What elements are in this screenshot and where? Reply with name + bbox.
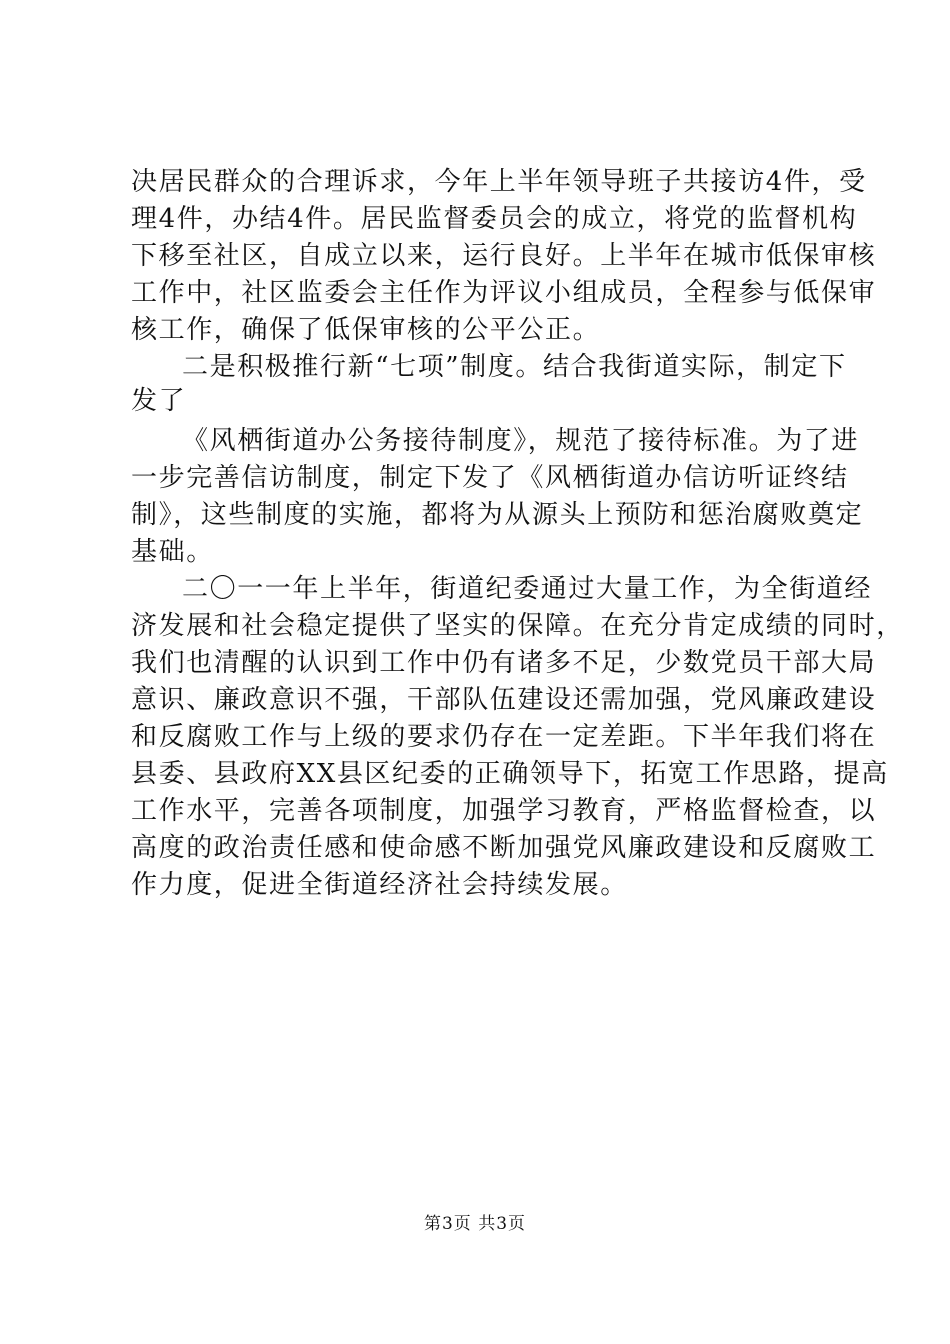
body-text-line: 工作中，社区监委会主任作为评议小组成员，全程参与低保审 xyxy=(131,278,877,308)
body-text-line: 意识、廉政意识不强，干部队伍建设还需加强，党风廉政建设 xyxy=(131,685,877,715)
body-text-line: 县委、县政府XX县区纪委的正确领导下，拓宽工作思路，提高 xyxy=(131,759,889,789)
body-text-line: 下移至社区，自成立以来，运行良好。上半年在城市低保审核 xyxy=(131,241,877,271)
body-text-line: 基础。 xyxy=(131,537,214,567)
body-text-line: 济发展和社会稳定提供了坚实的保障。在充分肯定成绩的同时， xyxy=(131,611,904,641)
paragraph-start-line: 二〇一一年上半年，街道纪委通过大量工作，为全街道经 xyxy=(182,574,873,604)
body-text-line: 作力度，促进全街道经济社会持续发展。 xyxy=(131,870,628,900)
body-text-line: 制》，这些制度的实施，都将为从源头上预防和惩治腐败奠定 xyxy=(131,500,864,530)
body-text-line: 发了 xyxy=(131,386,187,416)
body-text-line: 决居民群众的合理诉求，今年上半年领导班子共接访4件，受 xyxy=(131,167,867,197)
page-number-footer: 第3页 共3页 xyxy=(423,1214,527,1234)
body-text-line: 工作水平，完善各项制度，加强学习教育，严格监督检查，以 xyxy=(131,796,877,826)
body-text-line: 核工作，确保了低保审核的公平公正。 xyxy=(131,315,601,345)
paragraph-start-line: 《风栖街道办公务接待制度》，规范了接待标准。为了进 xyxy=(182,426,860,456)
body-text-line: 高度的政治责任感和使命感不断加强党风廉政建设和反腐败工 xyxy=(131,833,877,863)
body-text-line: 我们也清醒的认识到工作中仍有诸多不足，少数党员干部大局 xyxy=(131,648,877,678)
body-text-line: 理4件，办结4件。居民监督委员会的成立，将党的监督机构 xyxy=(131,204,858,234)
paragraph-start-line: 二是积极推行新“七项”制度。结合我街道实际，制定下 xyxy=(182,352,847,382)
body-text-line: 和反腐败工作与上级的要求仍存在一定差距。下半年我们将在 xyxy=(131,722,877,752)
body-text-line: 一步完善信访制度，制定下发了《风栖街道办信访听证终结 xyxy=(131,463,849,493)
